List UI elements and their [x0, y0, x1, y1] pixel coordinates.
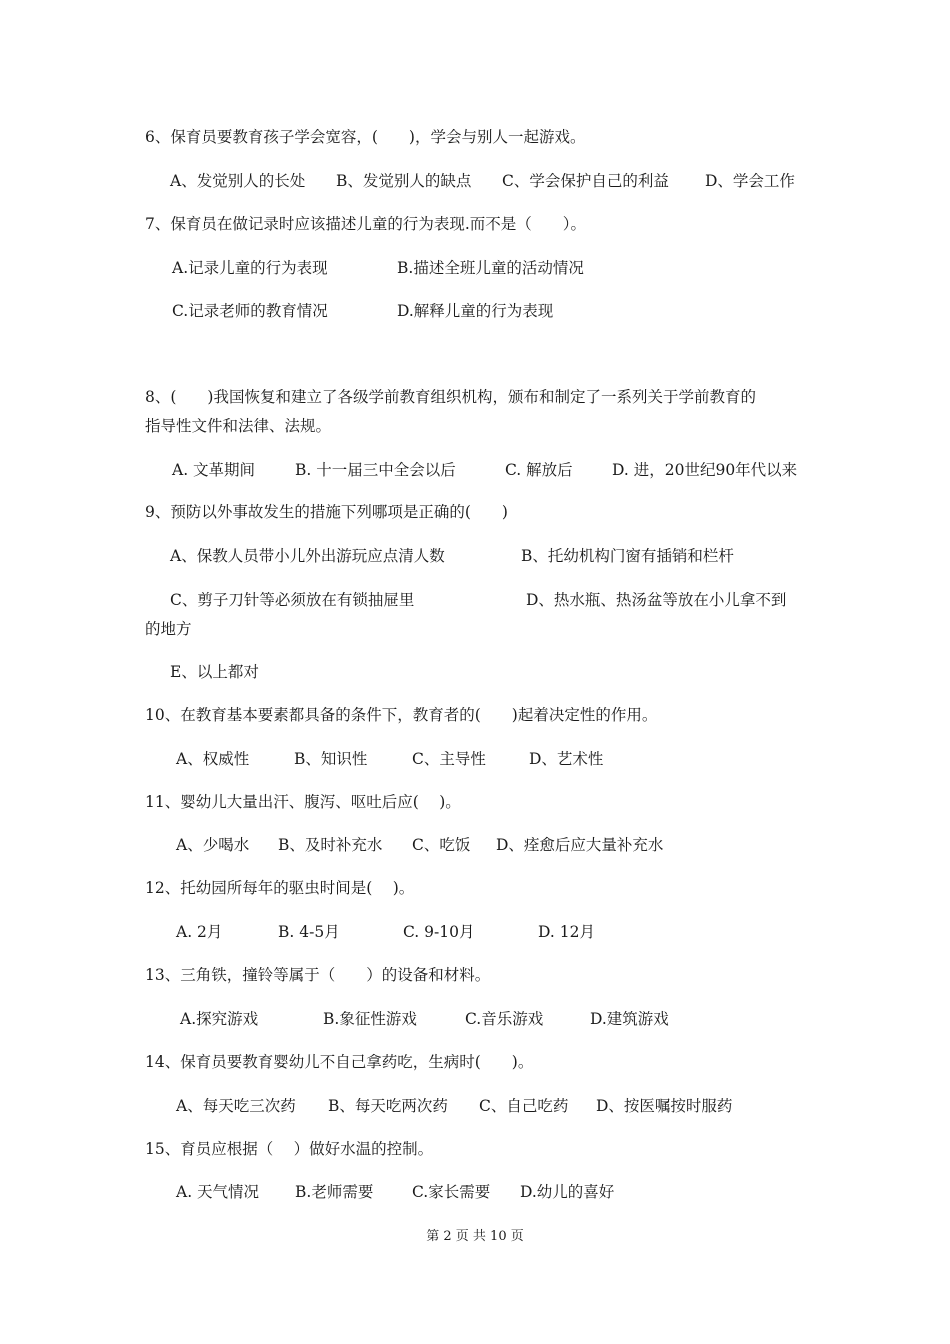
- question-14-option-b: B、每天吃两次药: [328, 1097, 448, 1115]
- question-13-option-a: A.探究游戏: [180, 1010, 259, 1028]
- question-8-stem-line-1: 8、( )我国恢复和建立了各级学前教育组织机构，颁布和制定了一系列关于学前教育的: [145, 388, 756, 406]
- question-11-option-b: B、及时补充水: [278, 836, 383, 854]
- question-11-option-a: A、少喝水: [176, 836, 250, 854]
- question-9-option-c: C、剪子刀针等必须放在有锁抽屉里: [170, 591, 415, 609]
- question-10-option-c: C、主导性: [412, 750, 486, 768]
- question-7-option-b: B.描述全班儿童的活动情况: [397, 259, 584, 277]
- question-15-option-c: C.家长需要: [412, 1183, 491, 1201]
- question-6-option-a: A、发觉别人的长处: [170, 172, 306, 190]
- question-12-stem: 12、托幼园所每年的驱虫时间是( )。: [145, 879, 415, 897]
- question-11-stem: 11、婴幼儿大量出汗、腹泻、呕吐后应( )。: [145, 793, 461, 811]
- question-14-stem: 14、保育员要教育婴幼儿不自己拿药吃，生病时( )。: [145, 1053, 534, 1071]
- question-10-stem: 10、在教育基本要素都具备的条件下，教育者的( )起着决定性的作用。: [145, 706, 658, 724]
- question-12-option-a: A. 2月: [176, 923, 223, 941]
- question-14-option-d: D、按医嘱按时服药: [596, 1097, 733, 1115]
- question-13-stem: 13、三角铁，撞铃等属于（ ）的设备和材料。: [145, 966, 491, 984]
- question-8-option-b: B. 十一届三中全会以后: [295, 461, 456, 479]
- question-8-option-a: A. 文革期间: [172, 461, 256, 479]
- question-9-option-e: E、以上都对: [170, 663, 259, 681]
- question-9-stem: 9、预防以外事故发生的措施下列哪项是正确的( ): [145, 503, 508, 521]
- question-8-stem-line-2: 指导性文件和法律、法规。: [145, 417, 332, 435]
- question-13-option-b: B.象征性游戏: [323, 1010, 417, 1028]
- question-10-option-a: A、权威性: [176, 750, 250, 768]
- question-12-option-c: C. 9-10月: [403, 923, 475, 941]
- question-10-option-d: D、艺术性: [529, 750, 604, 768]
- question-11-option-c: C、吃饭: [412, 836, 471, 854]
- question-14-option-a: A、每天吃三次药: [176, 1097, 296, 1115]
- question-13-option-c: C.音乐游戏: [465, 1010, 544, 1028]
- question-10-option-b: B、知识性: [294, 750, 368, 768]
- question-9-option-d: D、热水瓶、热汤盆等放在小儿拿不到: [526, 591, 787, 609]
- question-9-option-b: B、托幼机构门窗有插销和栏杆: [521, 547, 734, 565]
- question-7-option-a: A.记录儿童的行为表现: [172, 259, 328, 277]
- question-13-option-d: D.建筑游戏: [590, 1010, 669, 1028]
- question-12-option-d: D. 12月: [538, 923, 595, 941]
- question-9-option-a: A、保教人员带小儿外出游玩应点清人数: [170, 547, 445, 565]
- question-11-option-d: D、痊愈后应大量补充水: [496, 836, 664, 854]
- question-7-option-c: C.记录老师的教育情况: [172, 302, 328, 320]
- question-9-option-d-continued: 的地方: [145, 620, 192, 638]
- question-14-option-c: C、自己吃药: [479, 1097, 569, 1115]
- question-6-option-d: D、学会工作: [705, 172, 795, 190]
- question-6-option-c: C、学会保护自己的利益: [502, 172, 669, 190]
- question-15-option-d: D.幼儿的喜好: [520, 1183, 615, 1201]
- question-15-stem: 15、育员应根据（ ）做好水温的控制。: [145, 1140, 434, 1158]
- question-15-option-a: A. 天气情况: [176, 1183, 260, 1201]
- page-number-footer: 第 2 页 共 10 页: [426, 1229, 524, 1244]
- question-8-option-c: C. 解放后: [505, 461, 573, 479]
- question-6-stem: 6、保育员要教育孩子学会宽容，( )，学会与别人一起游戏。: [145, 128, 586, 146]
- question-7-option-d: D.解释儿童的行为表现: [397, 302, 554, 320]
- question-6-option-b: B、发觉别人的缺点: [336, 172, 472, 190]
- question-12-option-b: B. 4-5月: [278, 923, 340, 941]
- question-15-option-b: B.老师需要: [295, 1183, 374, 1201]
- question-7-stem: 7、保育员在做记录时应该描述儿童的行为表现.而不是（ ）。: [145, 215, 587, 233]
- question-8-option-d: D. 进，20世纪90年代以来: [612, 461, 798, 479]
